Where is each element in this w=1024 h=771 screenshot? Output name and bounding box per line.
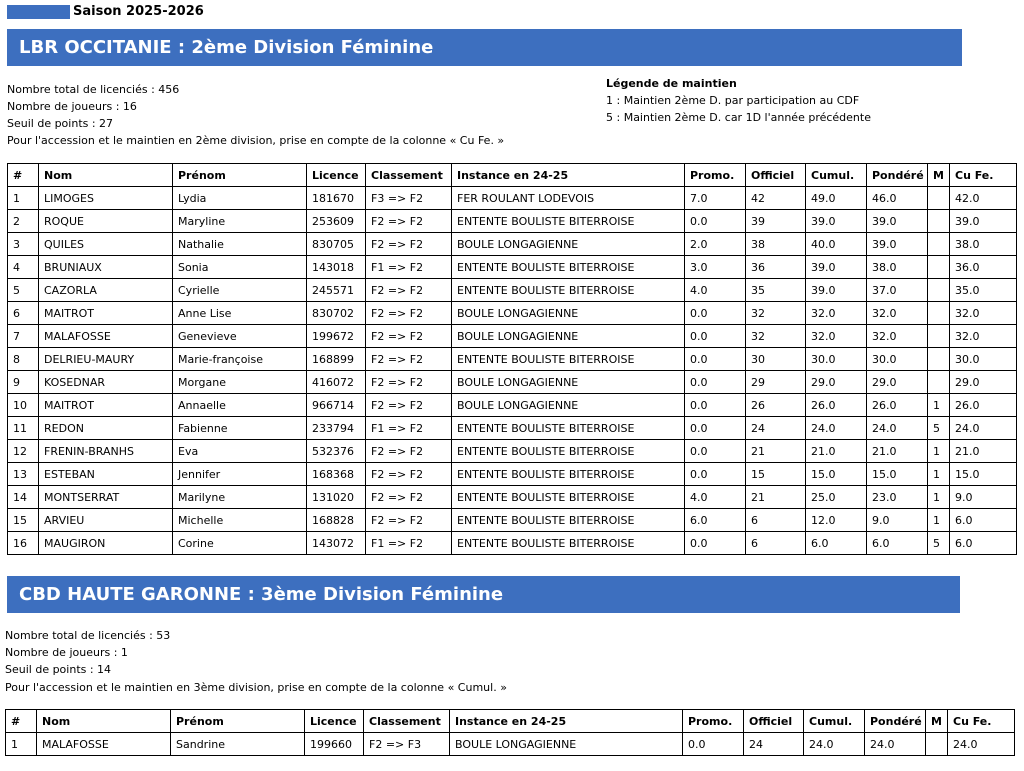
table-row [8, 256, 1017, 279]
cell-cu-fe: 6.0 [950, 509, 1017, 532]
cell-rank: 15 [8, 509, 39, 532]
cell-m: 5 [928, 532, 950, 555]
cell-m [928, 371, 950, 394]
cell-rank: 2 [8, 210, 39, 233]
header-m: M [928, 164, 950, 187]
header-cumul: Cumul. [804, 710, 865, 733]
cell-officiel: 42 [746, 187, 806, 210]
cell-nom: MAITROT [39, 302, 173, 325]
cell-promo: 0.0 [685, 210, 746, 233]
cell-officiel: 26 [746, 394, 806, 417]
header-promo: Promo. [685, 164, 746, 187]
table-row [8, 417, 1017, 440]
cell-m [928, 210, 950, 233]
cell-pondere: 32.0 [867, 325, 928, 348]
cell-pondere: 21.0 [867, 440, 928, 463]
cell-licence: 199672 [307, 325, 366, 348]
table-row [8, 348, 1017, 371]
cell-instance: ENTENTE BOULISTE BITERROISE [452, 256, 685, 279]
cell-nom: MAITROT [39, 394, 173, 417]
cell-nom: KOSEDNAR [39, 371, 173, 394]
cell-rank: 10 [8, 394, 39, 417]
cell-pondere: 15.0 [867, 463, 928, 486]
header-pondere: Pondéré [867, 164, 928, 187]
cell-rank: 1 [6, 733, 37, 756]
cell-m [928, 233, 950, 256]
cell-instance: BOULE LONGAGIENNE [452, 371, 685, 394]
cell-instance: FER ROULANT LODEVOIS [452, 187, 685, 210]
cell-pondere: 30.0 [867, 348, 928, 371]
header-cu-fe: Cu Fe. [950, 164, 1017, 187]
cell-licence: 168899 [307, 348, 366, 371]
cell-promo: 0.0 [685, 394, 746, 417]
table-row [8, 440, 1017, 463]
header-nom: Nom [39, 164, 173, 187]
cell-classement: F2 => F2 [366, 440, 452, 463]
cell-prenom: Marie-françoise [173, 348, 307, 371]
header-pondere: Pondéré [865, 710, 926, 733]
cell-licence: 168828 [307, 509, 366, 532]
cell-pondere: 37.0 [867, 279, 928, 302]
cell-m [928, 279, 950, 302]
cell-prenom: Genevieve [173, 325, 307, 348]
cell-promo: 3.0 [685, 256, 746, 279]
cell-m [928, 187, 950, 210]
section-title-3d: CBD HAUTE GARONNE : 3ème Division Féminine [7, 576, 960, 613]
cell-pondere: 23.0 [867, 486, 928, 509]
cell-prenom: Eva [173, 440, 307, 463]
cell-nom: FRENIN-BRANHS [39, 440, 173, 463]
cell-instance: ENTENTE BOULISTE BITERROISE [452, 463, 685, 486]
legend-item: 5 : Maintien 2ème D. car 1D l'année précédente [606, 111, 871, 124]
cell-cumul: 32.0 [806, 325, 867, 348]
cell-licence: 233794 [307, 417, 366, 440]
cell-classement: F2 => F2 [366, 210, 452, 233]
cell-promo: 2.0 [685, 233, 746, 256]
legend-title: Légende de maintien [606, 77, 737, 90]
cell-prenom: Sonia [173, 256, 307, 279]
cell-cu-fe: 35.0 [950, 279, 1017, 302]
cell-classement: F2 => F2 [366, 394, 452, 417]
cell-cu-fe: 24.0 [948, 733, 1015, 756]
header-licence: Licence [307, 164, 366, 187]
cell-officiel: 6 [746, 509, 806, 532]
info-total-licencies: Nombre total de licenciés : 456 [7, 83, 180, 96]
cell-cumul: 49.0 [806, 187, 867, 210]
cell-m: 5 [928, 417, 950, 440]
cell-classement: F1 => F2 [366, 256, 452, 279]
cell-instance: BOULE LONGAGIENNE [450, 733, 683, 756]
cell-officiel: 36 [746, 256, 806, 279]
info-seuil-points: Seuil de points : 14 [5, 663, 112, 676]
table-row [8, 233, 1017, 256]
cell-cu-fe: 15.0 [950, 463, 1017, 486]
cell-rank: 8 [8, 348, 39, 371]
cell-instance: ENTENTE BOULISTE BITERROISE [452, 348, 685, 371]
section-title-2d: LBR OCCITANIE : 2ème Division Féminine [7, 29, 962, 66]
cell-pondere: 39.0 [867, 210, 928, 233]
header-prenom: Prénom [171, 710, 305, 733]
cell-nom: DELRIEU-MAURY [39, 348, 173, 371]
table-header-row [8, 164, 1017, 187]
cell-licence: 168368 [307, 463, 366, 486]
season-label: Saison 2025-2026 [73, 4, 204, 19]
cell-cumul: 39.0 [806, 210, 867, 233]
cell-cu-fe: 38.0 [950, 233, 1017, 256]
cell-prenom: Anne Lise [173, 302, 307, 325]
cell-cumul: 26.0 [806, 394, 867, 417]
table-header-row [6, 710, 1015, 733]
cell-licence: 245571 [307, 279, 366, 302]
cell-prenom: Michelle [173, 509, 307, 532]
table-row [6, 733, 1015, 756]
cell-classement: F2 => F2 [366, 348, 452, 371]
cell-nom: REDON [39, 417, 173, 440]
cell-licence: 416072 [307, 371, 366, 394]
cell-cu-fe: 24.0 [950, 417, 1017, 440]
cell-instance: ENTENTE BOULISTE BITERROISE [452, 509, 685, 532]
cell-prenom: Jennifer [173, 463, 307, 486]
cell-classement: F2 => F2 [366, 486, 452, 509]
header-m: M [926, 710, 948, 733]
cell-promo: 7.0 [685, 187, 746, 210]
cell-cumul: 39.0 [806, 279, 867, 302]
cell-cu-fe: 30.0 [950, 348, 1017, 371]
cell-officiel: 30 [746, 348, 806, 371]
cell-cu-fe: 36.0 [950, 256, 1017, 279]
cell-cu-fe: 32.0 [950, 302, 1017, 325]
cell-nom: BRUNIAUX [39, 256, 173, 279]
header-promo: Promo. [683, 710, 744, 733]
header-prenom: Prénom [173, 164, 307, 187]
header-classement: Classement [364, 710, 450, 733]
cell-promo: 4.0 [685, 486, 746, 509]
cell-nom: MALAFOSSE [37, 733, 171, 756]
cell-promo: 0.0 [685, 440, 746, 463]
cell-classement: F2 => F2 [366, 371, 452, 394]
cell-instance: ENTENTE BOULISTE BITERROISE [452, 417, 685, 440]
info-total-licencies: Nombre total de licenciés : 53 [5, 629, 171, 642]
table-row [8, 486, 1017, 509]
cell-nom: ARVIEU [39, 509, 173, 532]
cell-licence: 830702 [307, 302, 366, 325]
cell-promo: 0.0 [685, 348, 746, 371]
cell-cu-fe: 32.0 [950, 325, 1017, 348]
cell-m [928, 256, 950, 279]
cell-pondere: 9.0 [867, 509, 928, 532]
cell-prenom: Nathalie [173, 233, 307, 256]
cell-cumul: 39.0 [806, 256, 867, 279]
cell-licence: 131020 [307, 486, 366, 509]
cell-licence: 830705 [307, 233, 366, 256]
header-instance: Instance en 24-25 [452, 164, 685, 187]
cell-cumul: 32.0 [806, 302, 867, 325]
cell-officiel: 32 [746, 302, 806, 325]
cell-classement: F2 => F3 [364, 733, 450, 756]
table-row [8, 509, 1017, 532]
table-row [8, 463, 1017, 486]
cell-m: 1 [928, 509, 950, 532]
cell-nom: QUILES [39, 233, 173, 256]
table-row [8, 279, 1017, 302]
cell-m: 1 [928, 440, 950, 463]
header-instance: Instance en 24-25 [450, 710, 683, 733]
table-row [8, 394, 1017, 417]
ranking-table-2d [7, 163, 1017, 555]
cell-prenom: Sandrine [171, 733, 305, 756]
cell-cu-fe: 21.0 [950, 440, 1017, 463]
table-row [8, 187, 1017, 210]
cell-classement: F1 => F2 [366, 417, 452, 440]
cell-rank: 13 [8, 463, 39, 486]
cell-rank: 7 [8, 325, 39, 348]
cell-licence: 143018 [307, 256, 366, 279]
header-cu-fe: Cu Fe. [948, 710, 1015, 733]
table-row [8, 532, 1017, 555]
cell-promo: 0.0 [685, 325, 746, 348]
header-licence: Licence [305, 710, 364, 733]
cell-cumul: 24.0 [806, 417, 867, 440]
header-classement: Classement [366, 164, 452, 187]
cell-classement: F2 => F2 [366, 279, 452, 302]
cell-officiel: 29 [746, 371, 806, 394]
cell-rank: 12 [8, 440, 39, 463]
cell-m [926, 733, 948, 756]
cell-instance: BOULE LONGAGIENNE [452, 394, 685, 417]
cell-cumul: 40.0 [806, 233, 867, 256]
cell-cu-fe: 42.0 [950, 187, 1017, 210]
cell-m [928, 348, 950, 371]
cell-instance: BOULE LONGAGIENNE [452, 233, 685, 256]
cell-rank: 3 [8, 233, 39, 256]
header-rank: # [6, 710, 37, 733]
cell-rank: 5 [8, 279, 39, 302]
cell-pondere: 24.0 [867, 417, 928, 440]
cell-prenom: Marilyne [173, 486, 307, 509]
cell-rank: 1 [8, 187, 39, 210]
cell-rank: 14 [8, 486, 39, 509]
cell-prenom: Lydia [173, 187, 307, 210]
cell-licence: 253609 [307, 210, 366, 233]
cell-classement: F2 => F2 [366, 509, 452, 532]
cell-prenom: Maryline [173, 210, 307, 233]
cell-instance: BOULE LONGAGIENNE [452, 302, 685, 325]
cell-m [928, 325, 950, 348]
cell-promo: 0.0 [685, 463, 746, 486]
cell-rank: 4 [8, 256, 39, 279]
cell-nom: ROQUE [39, 210, 173, 233]
cell-prenom: Annaelle [173, 394, 307, 417]
cell-pondere: 26.0 [867, 394, 928, 417]
cell-officiel: 6 [746, 532, 806, 555]
cell-prenom: Morgane [173, 371, 307, 394]
cell-cu-fe: 29.0 [950, 371, 1017, 394]
cell-promo: 0.0 [685, 302, 746, 325]
cell-promo: 0.0 [685, 371, 746, 394]
cell-cumul: 21.0 [806, 440, 867, 463]
cell-instance: ENTENTE BOULISTE BITERROISE [452, 210, 685, 233]
cell-rank: 16 [8, 532, 39, 555]
cell-rank: 11 [8, 417, 39, 440]
cell-cumul: 12.0 [806, 509, 867, 532]
info-nombre-joueurs: Nombre de joueurs : 1 [5, 646, 128, 659]
cell-classement: F3 => F2 [366, 187, 452, 210]
cell-classement: F1 => F2 [366, 532, 452, 555]
cell-pondere: 38.0 [867, 256, 928, 279]
cell-cumul: 30.0 [806, 348, 867, 371]
cell-classement: F2 => F2 [366, 233, 452, 256]
cell-licence: 143072 [307, 532, 366, 555]
cell-m: 1 [928, 463, 950, 486]
cell-prenom: Corine [173, 532, 307, 555]
cell-officiel: 24 [744, 733, 804, 756]
cell-cu-fe: 9.0 [950, 486, 1017, 509]
cell-pondere: 29.0 [867, 371, 928, 394]
cell-rank: 9 [8, 371, 39, 394]
cell-instance: ENTENTE BOULISTE BITERROISE [452, 532, 685, 555]
header-nom: Nom [37, 710, 171, 733]
cell-pondere: 24.0 [865, 733, 926, 756]
cell-licence: 199660 [305, 733, 364, 756]
table-row [8, 325, 1017, 348]
cell-cumul: 25.0 [806, 486, 867, 509]
table-row [8, 210, 1017, 233]
header-officiel: Officiel [746, 164, 806, 187]
cell-m: 1 [928, 486, 950, 509]
cell-prenom: Cyrielle [173, 279, 307, 302]
header-officiel: Officiel [744, 710, 804, 733]
cell-officiel: 35 [746, 279, 806, 302]
cell-promo: 0.0 [685, 417, 746, 440]
cell-rank: 6 [8, 302, 39, 325]
cell-nom: MONTSERRAT [39, 486, 173, 509]
cell-cu-fe: 6.0 [950, 532, 1017, 555]
cell-pondere: 39.0 [867, 233, 928, 256]
cell-nom: LIMOGES [39, 187, 173, 210]
cell-classement: F2 => F2 [366, 325, 452, 348]
cell-instance: ENTENTE BOULISTE BITERROISE [452, 486, 685, 509]
legend-item: 1 : Maintien 2ème D. par participation au CDF [606, 94, 860, 107]
season-color-bar [7, 5, 70, 19]
cell-promo: 6.0 [685, 509, 746, 532]
cell-promo: 4.0 [685, 279, 746, 302]
cell-officiel: 21 [746, 440, 806, 463]
cell-instance: ENTENTE BOULISTE BITERROISE [452, 279, 685, 302]
cell-prenom: Fabienne [173, 417, 307, 440]
cell-classement: F2 => F2 [366, 463, 452, 486]
cell-pondere: 46.0 [867, 187, 928, 210]
cell-licence: 532376 [307, 440, 366, 463]
cell-instance: ENTENTE BOULISTE BITERROISE [452, 440, 685, 463]
cell-cu-fe: 26.0 [950, 394, 1017, 417]
cell-m [928, 302, 950, 325]
cell-licence: 966714 [307, 394, 366, 417]
cell-nom: ESTEBAN [39, 463, 173, 486]
cell-pondere: 6.0 [867, 532, 928, 555]
cell-pondere: 32.0 [867, 302, 928, 325]
header-rank: # [8, 164, 39, 187]
cell-instance: BOULE LONGAGIENNE [452, 325, 685, 348]
cell-nom: CAZORLA [39, 279, 173, 302]
cell-promo: 0.0 [683, 733, 744, 756]
cell-officiel: 38 [746, 233, 806, 256]
cell-cumul: 6.0 [806, 532, 867, 555]
cell-cu-fe: 39.0 [950, 210, 1017, 233]
cell-classement: F2 => F2 [366, 302, 452, 325]
cell-m: 1 [928, 394, 950, 417]
info-accession-note: Pour l'accession et le maintien en 2ème division, prise en compte de la colonne « Cu Fe. » [7, 134, 505, 147]
info-nombre-joueurs: Nombre de joueurs : 16 [7, 100, 137, 113]
cell-cumul: 29.0 [806, 371, 867, 394]
info-seuil-points: Seuil de points : 27 [7, 117, 114, 130]
cell-officiel: 39 [746, 210, 806, 233]
info-accession-note: Pour l'accession et le maintien en 3ème division, prise en compte de la colonne « Cumul. » [5, 681, 507, 694]
cell-officiel: 24 [746, 417, 806, 440]
cell-officiel: 32 [746, 325, 806, 348]
cell-officiel: 21 [746, 486, 806, 509]
ranking-table-3d [5, 709, 1015, 756]
cell-officiel: 15 [746, 463, 806, 486]
cell-nom: MALAFOSSE [39, 325, 173, 348]
cell-promo: 0.0 [685, 532, 746, 555]
cell-licence: 181670 [307, 187, 366, 210]
table-row [8, 371, 1017, 394]
cell-cumul: 15.0 [806, 463, 867, 486]
cell-cumul: 24.0 [804, 733, 865, 756]
header-cumul: Cumul. [806, 164, 867, 187]
cell-nom: MAUGIRON [39, 532, 173, 555]
table-row [8, 302, 1017, 325]
